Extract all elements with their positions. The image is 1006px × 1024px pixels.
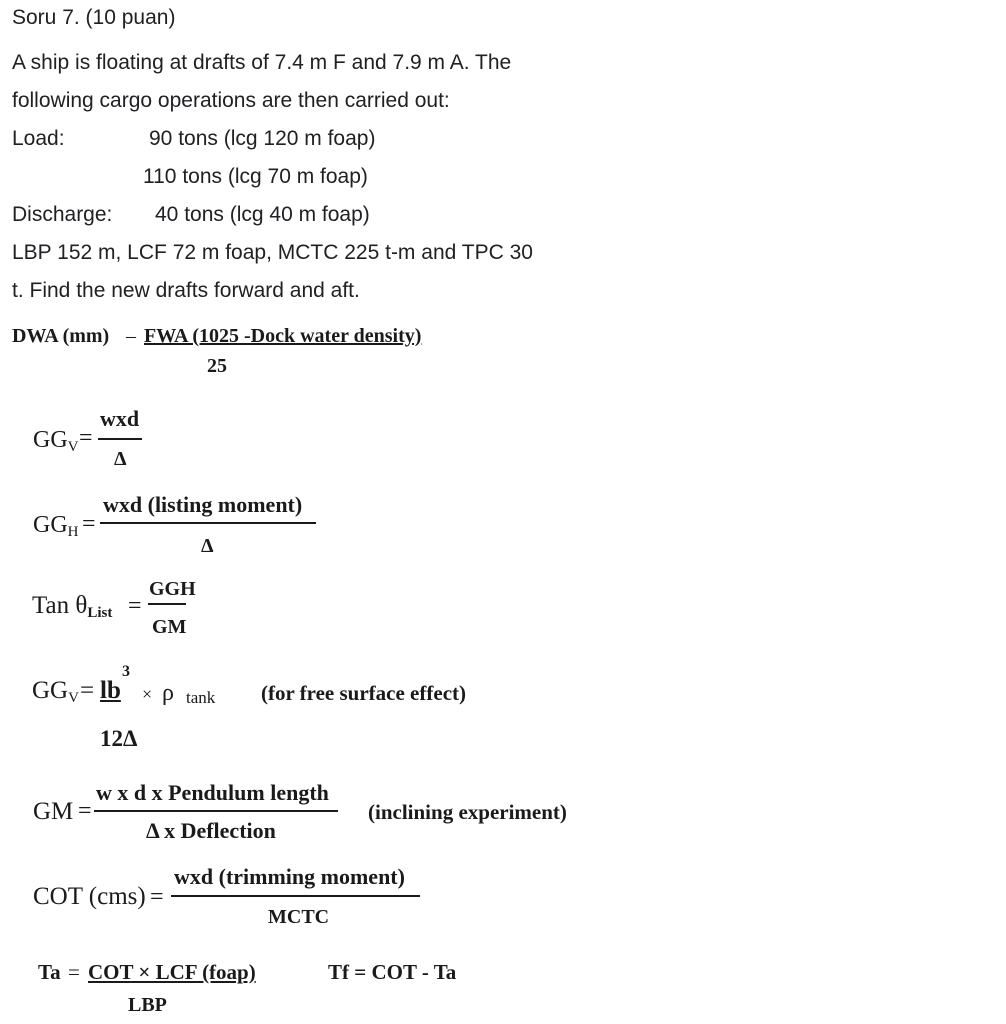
fse-exponent: 3 <box>122 663 130 680</box>
ta-numerator: COT × LCF (foap) <box>88 960 256 984</box>
load-label: Load: <box>12 127 65 150</box>
dwa-lhs: DWA (mm) <box>12 325 110 347</box>
dwa-numerator: FWA (1025 -Dock water density) <box>144 325 422 347</box>
fse-rho-sub: tank <box>186 688 216 707</box>
ta-lhs: Ta <box>38 960 61 984</box>
intro-line-2: following cargo operations are then carried out: <box>12 89 450 112</box>
gm-denominator: Δ x Deflection <box>146 818 276 843</box>
fse-expr: lb <box>100 677 121 704</box>
ggv-lhs: $GG_V$ <box>33 427 79 455</box>
gm-lhs: GM <box>33 798 74 825</box>
tan-denominator: GM <box>152 616 187 638</box>
load-item-1: 90 tons (lcg 120 m foap) <box>149 127 376 150</box>
intro-line-1: A ship is floating at drafts of 7.4 m F and 7.9 m A. The <box>12 51 512 74</box>
discharge-label: Discharge: <box>12 203 113 226</box>
tan-fraction-bar <box>148 603 186 605</box>
ggh-denominator: Δ <box>201 535 214 557</box>
question-body <box>12 44 582 310</box>
fse-rho: ρ <box>162 680 174 706</box>
fse-eq: = <box>80 677 95 704</box>
cot-eq: = <box>150 884 164 910</box>
fse-note: (for free surface effect) <box>261 681 466 705</box>
fse-denominator: 12Δ <box>100 726 138 751</box>
dwa-denominator: 25 <box>207 355 227 377</box>
gm-note: (inclining experiment) <box>368 800 567 824</box>
tan-lhs: Tan $\theta_{List}$ <box>32 592 113 621</box>
ggv-eq: = <box>79 425 93 451</box>
load-row-1 <box>12 120 582 158</box>
gm-eq: = <box>78 798 92 824</box>
ggh-fraction-bar <box>100 522 316 524</box>
discharge-item: 40 tons (lcg 40 m foap) <box>155 203 370 226</box>
ggh-numerator: wxd (listing moment) <box>103 492 303 517</box>
question-title: Soru 7. (10 puan) <box>12 6 176 29</box>
cot-denominator: MCTC <box>268 906 330 928</box>
ggv-fraction-bar <box>98 438 142 440</box>
params-line-2: t. Find the new drafts forward and aft. <box>12 279 360 302</box>
load-item-2: 110 tons (lcg 70 m foap) <box>143 165 368 188</box>
gm-numerator: w x d x Pendulum length <box>96 780 329 805</box>
ta-eq: = <box>68 960 80 984</box>
params-line-1: LBP 152 m, LCF 72 m foap, MCTC 225 t-m and TPC 30 <box>12 241 533 264</box>
load-row-2 <box>12 158 582 196</box>
cot-lhs: COT (cms) <box>33 883 146 910</box>
tan-numerator: GGH <box>149 578 196 600</box>
gm-fraction-bar <box>94 810 338 812</box>
tf-text: Tf = COT - Ta <box>328 960 457 984</box>
ta-denominator: LBP <box>128 994 167 1016</box>
fse-lhs: $GG_V$ <box>32 677 79 706</box>
ggh-lhs: $GG_H$ <box>33 512 79 540</box>
ggv-denominator: Δ <box>114 448 127 470</box>
dwa-op: – <box>126 325 136 347</box>
tan-eq: = <box>128 593 142 619</box>
fse-times: × <box>142 684 153 704</box>
ggv-numerator: wxd <box>100 406 140 431</box>
cot-fraction-bar <box>171 895 420 897</box>
cot-numerator: wxd (trimming moment) <box>174 864 405 889</box>
discharge-row <box>12 196 582 234</box>
ggh-eq: = <box>82 511 96 537</box>
